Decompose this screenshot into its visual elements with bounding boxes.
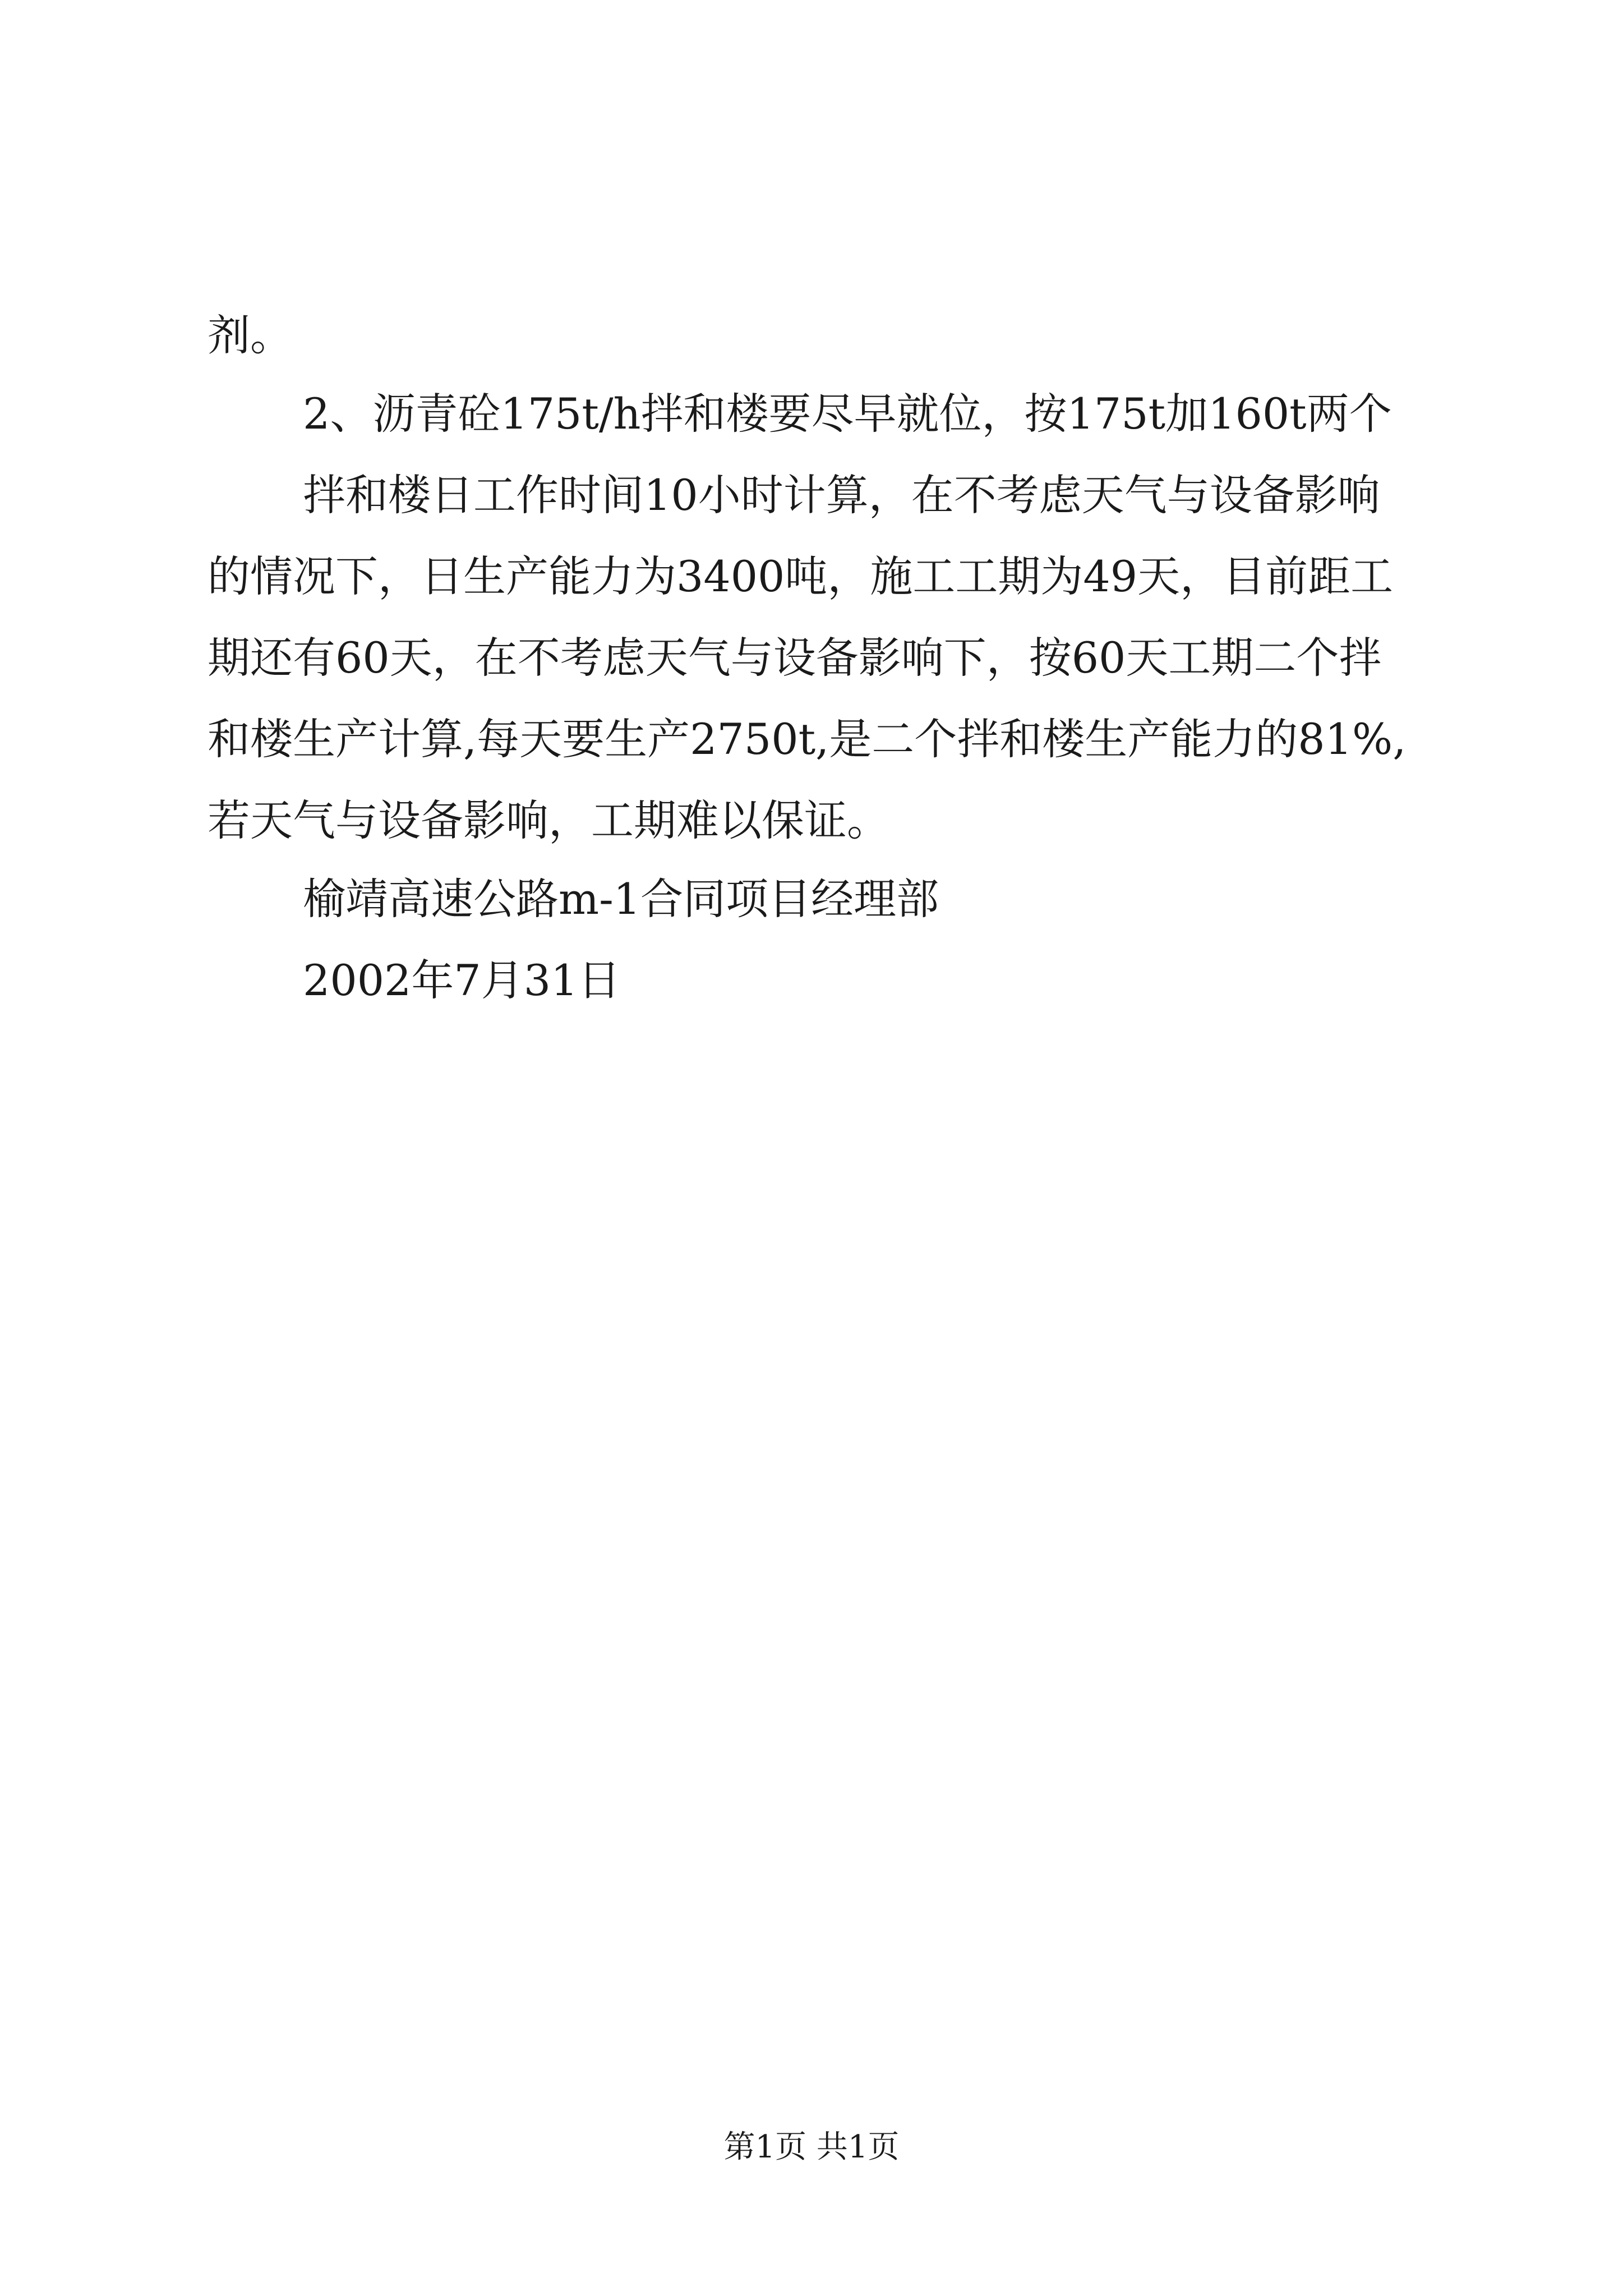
text-line: 的情况下，日生产能力为3400吨，施工工期为49天，目前距工 bbox=[208, 551, 1394, 601]
text-line: 剂。 bbox=[208, 310, 293, 360]
text-line: 期还有60天，在不考虑天气与设备影响下，按60天工期二个拌 bbox=[208, 633, 1382, 683]
text-line: 2、沥青砼175t/h拌和楼要尽早就位，按175t加160t两个 bbox=[303, 389, 1392, 439]
page-footer: 第1页 共1页 bbox=[723, 2129, 900, 2165]
text-line: 和楼生产计算,每天要生产2750t,是二个拌和楼生产能力的81%, bbox=[208, 714, 1407, 764]
signature-organization: 榆靖高速公路m-1合同项目经理部 bbox=[303, 874, 939, 924]
text-line: 拌和楼日工作时间10小时计算，在不考虑天气与设备影响 bbox=[303, 470, 1380, 520]
signature-date: 2002年7月31日 bbox=[303, 955, 621, 1005]
text-line: 若天气与设备影响，工期难以保证。 bbox=[208, 795, 889, 845]
